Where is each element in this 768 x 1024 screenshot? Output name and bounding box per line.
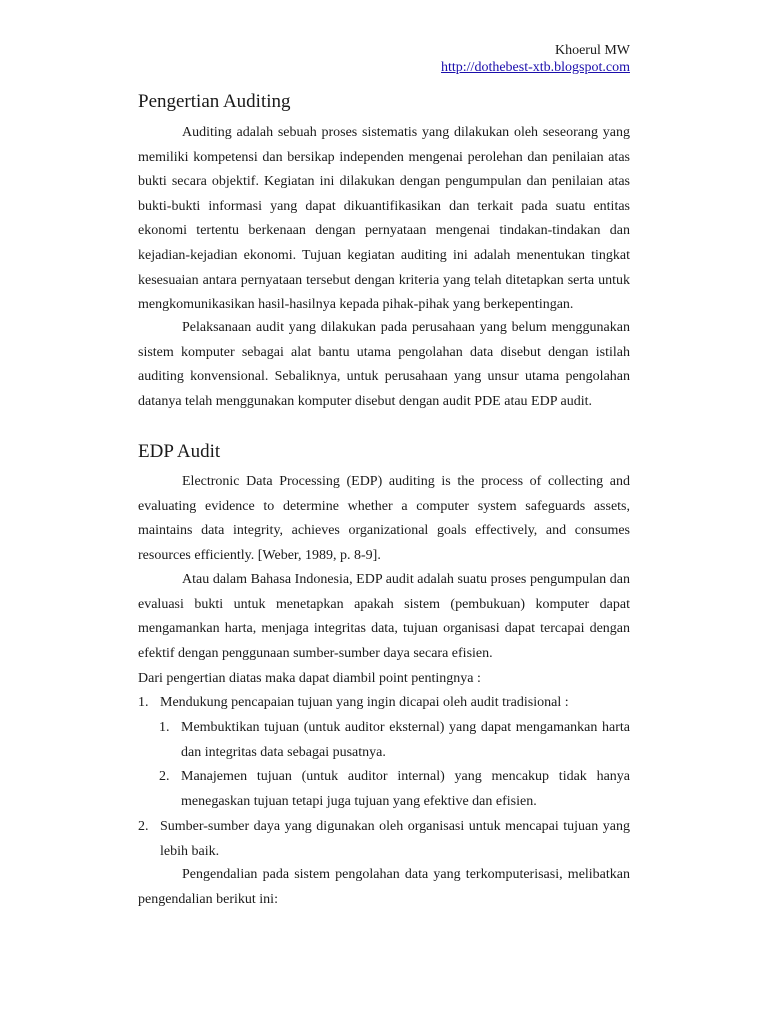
blog-link[interactable]: http://dothebest-xtb.blogspot.com xyxy=(441,60,630,75)
sub-list-item xyxy=(159,765,630,814)
section-title-edp-audit: EDP Audit xyxy=(138,441,221,462)
list-item xyxy=(138,815,630,864)
list-item-number: 2. xyxy=(138,819,149,834)
paragraph-edp-definition-indonesian: Atau dalam Bahasa Indonesia, EDP audit adalah suatu proses pengumpulan dan evaluasi bukti untuk menetapkan apakah sistem (pembukuan) komputer dapat mengamankan harta, menjaga integritas data, tujuan organisasi dapat tercapai dengan efektif dengan penggunaan sumber-sumber daya secara efisien. xyxy=(138,572,630,661)
sub-list-item-text: Manajemen tujuan (untuk auditor internal) yang mencakup tidak hanya menegaskan tujuan tetapi juga tujuan yang efektive dan efisien. xyxy=(181,769,630,809)
sub-list-item-number: 1. xyxy=(159,720,170,735)
list-item-text: Mendukung pencapaian tujuan yang ingin dicapai oleh audit tradisional : xyxy=(160,695,569,710)
author-name: Khoerul MW xyxy=(554,43,630,58)
paragraph-edp-definition-english: Electronic Data Processing (EDP) auditing is the process of collecting and evaluating evidence to determine whether a computer system safeguards assets, maintains data integrity, achieves organizational goals effectively, and consumes resources efficiently. [Weber, 1989, p. 8-9]. xyxy=(138,474,630,563)
list-item-number: 1. xyxy=(138,695,149,710)
paragraph-auditing-definition: Auditing adalah sebuah proses sistematis yang dilakukan oleh seseorang yang memiliki kompetensi dan bersikap independen mengenai perolehan dan penilaian atas bukti secara objektif. Kegiatan ini dilakukan dengan pengumpulan dan penilaian atas bukti-bukti informasi yang dapat dikuantifikasikan dan terkait pada suatu entitas ekonomi tertentu berkenaan dengan pernyataan mengenai tindakan-tindakan dan kejadian-kejadian ekonomi. Tujuan kegiatan auditing ini adalah menentukan tingkat kesesuaian antara pernyataan tersebut dengan kriteria yang telah ditetapkan serta untuk mengkomunikasikan hasil-hasilnya kepada pihak-pihak yang berkepentingan. xyxy=(138,125,630,313)
paragraph-control-intro: Pengendalian pada sistem pengolahan data yang terkomputerisasi, melibatkan pengendalian berikut ini: xyxy=(138,867,630,907)
list-item-text: Sumber-sumber daya yang digunakan oleh organisasi untuk mencapai tujuan yang lebih baik. xyxy=(160,819,630,859)
paragraph-conventional-audit: Pelaksanaan audit yang dilakukan pada perusahaan yang belum menggunakan sistem komputer sebagai alat bantu utama pengolahan data disebut dengan istilah auditing konvensional. Sebaliknya, untuk perusahaan yang unsur utama pengolahan datanya telah menggunakan komputer disebut dengan audit PDE atau EDP audit. xyxy=(138,320,630,409)
page-header xyxy=(441,42,630,76)
list-item xyxy=(138,691,630,716)
sub-list-item-number: 2. xyxy=(159,769,170,784)
sub-list-item-text: Membuktikan tujuan (untuk auditor eksternal) yang dapat mengamankan harta dan integritas data sebagai pusatnya. xyxy=(181,720,630,760)
section-title-auditing: Pengertian Auditing xyxy=(138,91,291,112)
list-intro: Dari pengertian diatas maka dapat diambil point pentingnya : xyxy=(138,671,481,686)
sub-list-item xyxy=(159,716,630,765)
